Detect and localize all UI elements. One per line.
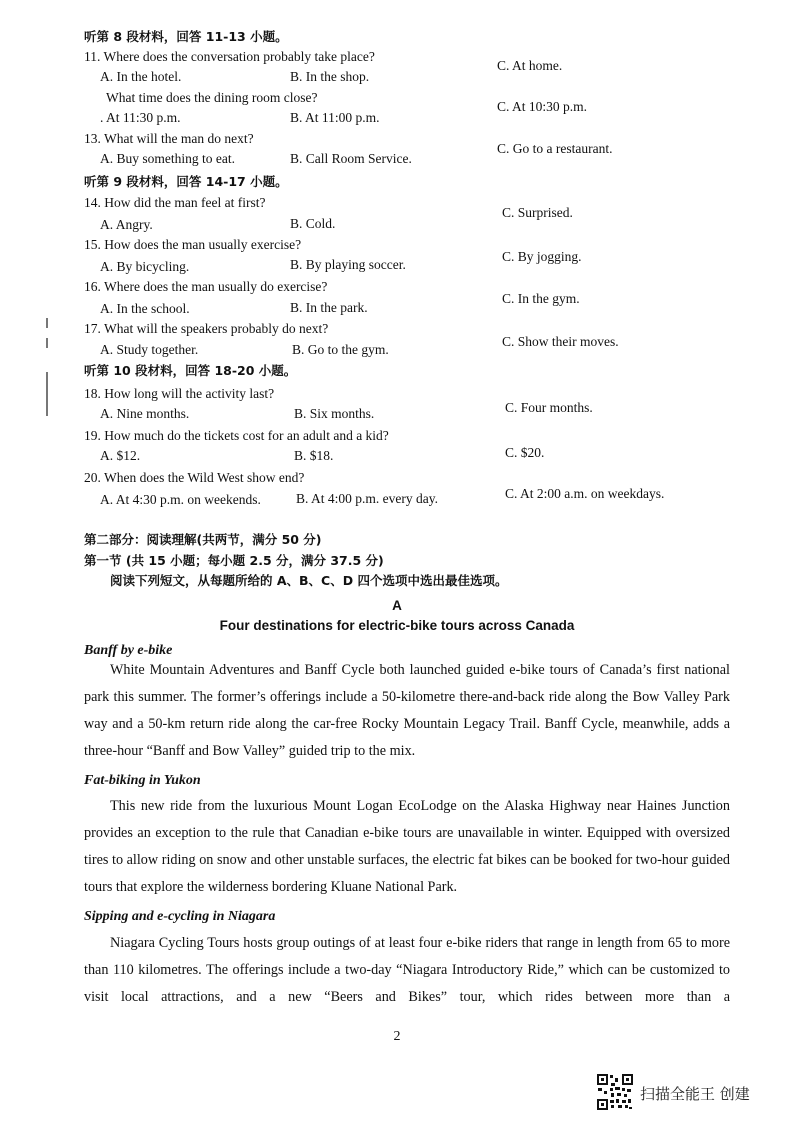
margin-mark [46,318,48,328]
question-11-option-c: C. At home. [497,58,563,73]
question-13-option-c: C. Go to a restaurant. [497,141,613,156]
paragraph-yukon: This new ride from the luxurious Mount Logan EcoLodge on the Alaska Highway near Haines Junction provides an exception to the rule that Canadian e-bike tours are unavailable in winter. Equipped with oversized tires to allow riding on snow and other unstable surfaces, the electric fat bikes can be booked for two-hour guided tours that explore the wilderness bordering Kluane National Park. [84,798,730,895]
question-15-option-b: B. By playing soccer. [290,257,406,272]
question-17-option-a: A. Study together. [100,342,199,357]
question-14-stem: 14. How did the man feel at first? [84,195,266,210]
question-12-option-c: C. At 10:30 p.m. [497,99,588,114]
question-13-option-a: A. Buy something to eat. [100,151,235,166]
margin-mark [46,338,48,348]
question-18-option-c: C. Four months. [505,400,593,415]
question-16-stem: 16. Where does the man usually do exercise? [84,279,328,294]
question-12-stem: What time does the dining room close? [106,90,318,105]
qr-code-icon [596,1073,634,1111]
paragraph-niagara: Niagara Cycling Tours hosts group outings of at least four e-bike riders that range in length from 65 to more than 110 kilometres. The offerings include a two-day “Niagara Introductory Ride,” which can be customized to visit local attractions, and a new “Beers and Bikes” tour, which rides between more than a [84,935,730,1005]
question-20-option-b: B. At 4:00 p.m. every day. [296,491,438,506]
margin-mark [46,372,48,416]
reading-instruction: 阅读下列短文，从每题所给的 A、B、C、D 四个选项中选出最佳选项。 [110,573,508,588]
question-11-option-a: A. In the hotel. [100,69,182,84]
question-20-stem: 20. When does the Wild West show end? [84,470,305,485]
question-13-stem: 13. What will the man do next? [84,131,254,146]
passage-letter: A [392,598,402,613]
question-12-option-a: . At 11:30 p.m. [100,110,181,125]
question-17-stem: 17. What will the speakers probably do next? [84,321,329,336]
question-19-option-a: A. $12. [100,448,141,463]
reading-part-heading: 第二部分：阅读理解(共两节，满分 50 分) [84,532,322,547]
section-heading-niagara: Sipping and e-cycling in Niagara [84,909,276,924]
reading-section-heading: 第一节 (共 15 小题；每小题 2.5 分，满分 37.5 分) [84,553,384,568]
question-20-option-c: C. At 2:00 a.m. on weekdays. [505,486,665,501]
question-14-option-b: B. Cold. [290,216,336,231]
section-8-heading: 听第 8 段材料，回答 11-13 小题。 [84,29,288,44]
section-9-heading: 听第 9 段材料，回答 14-17 小题。 [84,174,288,189]
question-17-option-b: B. Go to the gym. [292,342,389,357]
question-17-option-c: C. Show their moves. [502,334,619,349]
question-19-option-c: C. $20. [505,445,545,460]
scanner-brand-label: 扫描全能王 创建 [640,1085,750,1103]
question-20-option-a: A. At 4:30 p.m. on weekends. [100,492,261,507]
page-number: 2 [393,1029,401,1044]
question-19-stem: 19. How much do the tickets cost for an adult and a kid? [84,428,389,443]
question-15-option-a: A. By bicycling. [100,259,190,274]
section-10-heading: 听第 10 段材料，回答 18-20 小题。 [84,363,297,378]
question-11-option-b: B. In the shop. [290,69,370,84]
paragraph-banff: White Mountain Adventures and Banff Cycle both launched guided e-bike tours of Canada’s first national park this summer. The former’s offerings include a 50-kilometre there-and-back ride along the Bow Valley Park way and a 50-km return ride along the car-free Rocky Mountain Legacy Trail. Banff Cycle, meanwhile, adds a three-hour “Banff and Bow Valley” guided trip to the mix. [84,662,730,759]
question-18-stem: 18. How long will the activity last? [84,386,275,401]
question-19-option-b: B. $18. [294,448,334,463]
question-13-option-b: B. Call Room Service. [290,151,412,166]
question-15-option-c: C. By jogging. [502,249,582,264]
question-12-option-b: B. At 11:00 p.m. [290,110,380,125]
question-14-option-a: A. Angry. [100,217,153,232]
question-15-stem: 15. How does the man usually exercise? [84,237,302,252]
passage-title: Four destinations for electric-bike tours across Canada [219,618,575,633]
question-11-stem: 11. Where does the conversation probably take place? [84,49,375,64]
question-16-option-c: C. In the gym. [502,291,580,306]
question-16-option-b: B. In the park. [290,300,368,315]
question-16-option-a: A. In the school. [100,301,190,316]
section-heading-yukon: Fat-biking in Yukon [84,773,201,788]
question-18-option-b: B. Six months. [294,406,375,421]
section-heading-banff: Banff by e-bike [84,643,173,658]
question-14-option-c: C. Surprised. [502,205,573,220]
question-18-option-a: A. Nine months. [100,406,190,421]
